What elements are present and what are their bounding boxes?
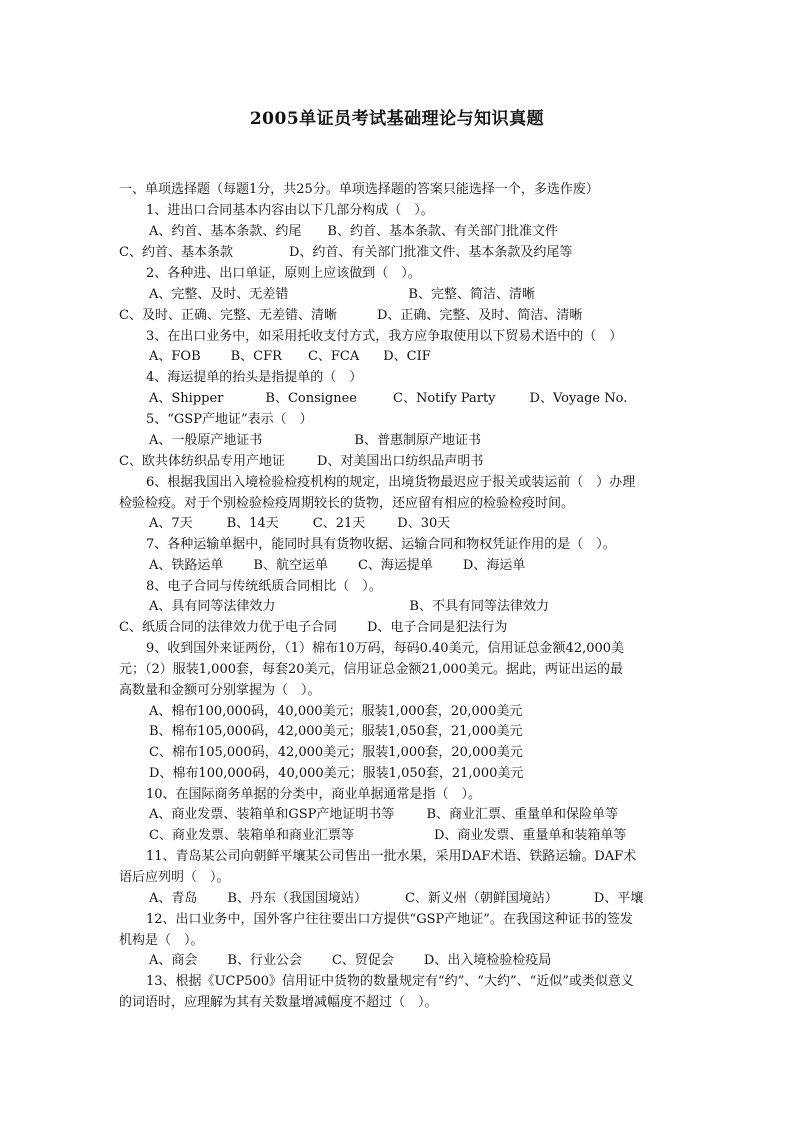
option-a: A、约首、基本条款、约尾	[149, 224, 302, 239]
option-b: B、14天	[226, 516, 279, 531]
question-2-options-cd	[119, 306, 582, 326]
question-12-stem-line1: 12、出口业务中，国外客户往往要出口方提供“GSP产地证”。在我国这种证书的签发	[146, 912, 633, 927]
page-title: 2005单证员考试基础理论与知识真题	[249, 109, 545, 129]
question-10-options-ab	[149, 805, 618, 825]
option-c: C、商业发票、装箱单和商业汇票等	[149, 828, 354, 843]
question-10-options-cd	[149, 826, 626, 846]
option-b: B、CFR	[230, 349, 282, 364]
question-9-option-b: B、棉布105,000码，42,000美元；服装1,050套，21,000美元	[149, 724, 523, 739]
option-b: B、丹东（我国国境站）	[227, 891, 367, 906]
question-3-options	[149, 347, 431, 367]
option-d: D、正确、完整、及时、简洁、清晰	[376, 308, 583, 323]
option-a: A、铁路运单	[149, 558, 224, 573]
question-1-options-cd	[119, 243, 572, 263]
option-c: C、及时、正确、完整、无差错、清晰	[119, 308, 337, 323]
option-b: B、约首、基本条款、有关部门批准文件	[327, 224, 558, 239]
question-8-options-cd	[119, 618, 507, 638]
option-a: A、具有同等法律效力	[149, 599, 276, 614]
option-a: A、完整、及时、无差错	[149, 287, 289, 302]
option-d: D、30天	[397, 516, 451, 531]
option-d: D、对美国出口纺织品声明书	[316, 454, 484, 469]
question-8-stem: 8、电子合同与传统纸质合同相比（ ）。	[146, 579, 382, 594]
option-a: A、FOB	[149, 349, 201, 364]
question-9-stem-line1: 9、收到国外来证两份，（1）棉布10万码，每码0.40美元，信用证总金额42,000美	[146, 641, 625, 656]
option-c: C、海运提单	[357, 558, 433, 573]
section-heading: 一、单项选择题（每题1分，共25分。单项选择题的答案只能选择一个，多选作废）	[119, 182, 599, 197]
question-8-options-ab	[149, 597, 549, 617]
question-9-option-d: D、棉布100,000码，40,000美元；服装1,050套，21,000美元	[149, 766, 524, 781]
option-c: C、FCA	[307, 349, 360, 364]
question-12-stem-line2: 机构是（ ）。	[119, 933, 204, 948]
question-7-stem: 7、各种运输单据中，能同时具有货物收据、运输合同和物权凭证作用的是（ ）。	[146, 537, 616, 552]
option-b: B、行业公会	[227, 953, 302, 968]
question-4-options	[149, 389, 627, 409]
question-13-stem-line2: 的词语时，应理解为其有关数量增减幅度不超过（ ）。	[119, 995, 438, 1010]
option-d: D、海运单	[462, 558, 526, 573]
option-d: D、Voyage No.	[529, 391, 628, 406]
question-7-options	[149, 556, 525, 576]
option-d: D、商业发票、重量单和装箱单等	[433, 828, 627, 843]
question-6-stem-line1: 6、根据我国出入境检验检疫机构的规定，出境货物最迟应于报关或装运前（ ）办理	[146, 475, 636, 490]
option-b: B、商业汇票、重量单和保险单等	[426, 807, 618, 822]
question-3-stem: 3、在出口业务中，如采用托收支付方式，我方应争取使用以下贸易术语中的（ ）	[146, 329, 623, 344]
question-6-options	[149, 514, 450, 534]
question-11-options	[149, 889, 643, 909]
question-2-stem: 2、各种进、出口单证，原则上应该做到（ ）。	[146, 266, 421, 281]
option-a: A、商业发票、装箱单和GSP产地证明书等	[149, 807, 395, 822]
option-a: A、一般原产地证书	[149, 433, 263, 448]
question-13-stem-line1: 13、根据《UCP500》信用证中货物的数量规定有“约”、“大约”、“近似”或类似意义	[146, 974, 634, 989]
option-b: B、不具有同等法律效力	[409, 599, 549, 614]
question-9-option-c: C、棉布105,000码，42,000美元；服装1,000套，20,000美元	[149, 745, 523, 760]
question-10-stem: 10、在国际商务单据的分类中，商业单据通常是指（ ）。	[146, 787, 482, 802]
option-c: C、纸质合同的法律效力优于电子合同	[119, 620, 337, 635]
question-5-stem: 5、“GSP产地证”表示（ ）	[146, 412, 313, 427]
question-9-option-a: A、棉布100,000码，40,000美元；服装1,000套，20,000美元	[149, 704, 523, 719]
option-b: B、Consignee	[265, 391, 358, 406]
option-c: C、Notify Party	[393, 391, 496, 406]
option-d: D、约首、有关部门批准文件、基本条款及约尾等	[288, 245, 573, 260]
option-b: B、航空运单	[253, 558, 328, 573]
question-1-stem: 1、进出口合同基本内容由以下几部分构成（ ）。	[146, 203, 434, 218]
option-d: D、平壤	[593, 891, 644, 906]
question-1-options-ab	[149, 222, 558, 242]
option-c: C、21天	[312, 516, 366, 531]
option-a: A、商会	[149, 953, 198, 968]
question-12-options	[149, 951, 551, 971]
option-c: C、欧共体纺织品专用产地证	[119, 454, 285, 469]
option-c: C、约首、基本条款	[119, 245, 233, 260]
option-d: D、出入境检验检疫局	[423, 953, 552, 968]
option-c: C、新义州（朝鲜国境站）	[404, 891, 558, 906]
question-11-stem-line1: 11、青岛某公司向朝鲜平壤某公司售出一批水果，采用DAF术语、铁路运输。DAF术	[146, 849, 637, 864]
question-9-stem-line3: 高数量和金额可分别掌握为（ ）。	[119, 683, 321, 698]
question-4-stem: 4、海运提单的抬头是指提单的（ ）	[146, 370, 363, 385]
option-d: D、电子合同是犯法行为	[366, 620, 508, 635]
option-d: D、CIF	[383, 349, 431, 364]
option-b: B、完整、简洁、清晰	[408, 287, 535, 302]
option-b: B、普惠制原产地证书	[354, 433, 481, 448]
question-11-stem-line2: 语后应列明（ ）。	[119, 870, 230, 885]
option-a: A、Shipper	[149, 391, 224, 406]
option-c: C、贸促会	[331, 953, 394, 968]
option-a: A、7天	[149, 516, 193, 531]
question-2-options-ab	[149, 285, 535, 305]
question-5-options-cd	[119, 452, 483, 472]
question-5-options-ab	[149, 431, 481, 451]
question-6-stem-line2: 检验检疫。对于个别检验检疫周期较长的货物，还应留有相应的检验检疫时间。	[119, 496, 575, 511]
option-a: A、青岛	[149, 891, 198, 906]
question-9-stem-line2: 元；（2）服装1,000套，每套20美元，信用证总金额21,000美元。据此，两证出运的最	[119, 662, 624, 677]
